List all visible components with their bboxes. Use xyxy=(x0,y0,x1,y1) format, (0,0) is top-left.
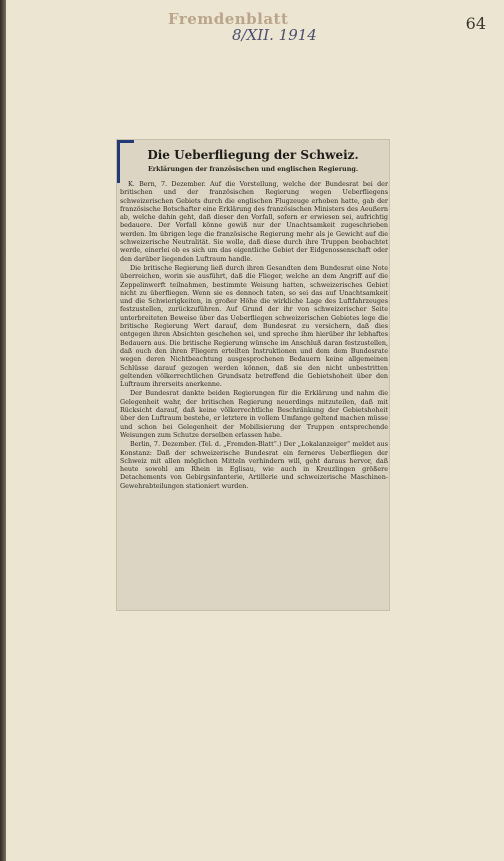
page-number: 64 xyxy=(465,14,486,33)
handwritten-date: 8/XII. 1914 xyxy=(232,26,317,44)
article-paragraph: Der Bundesrat dankte beiden Regierungen für die Erklärung und nahm die Gelegenheit wahr, der britischen Regierung neuerdings mitzuteilen, daß mit Rücksicht darauf, daß keine völkerrechtliche Beschränkung der Gebietshoheit über den Luftraum bestehe, er letztere in vollem Umfange geltend machen müsse und schon bei Gelegenheit der Mobilisierung der Truppen entsprechende Weisungen zum Schutze derselben erlassen habe. xyxy=(120,389,388,439)
article-paragraph: K. Bern, 7. Dezember. Auf die Vorstellung, welche der Bundesrat bei der britischen und der französischen Regierung wegen Ueberfliegens schweizerischen Gebiets durch die englischen Flugzeuge erhoben hatte, gab der französische Botschafter eine Erklärung des französischen Ministers des Aeußern ab, welche dahin geht, daß dieser den Vorfall, sofern er erwiesen sei, aufrichtig bedauere. Der Vorfall könne gewiß nur der Unachtsamkeit zugeschrieben werden. Im übrigen lege die französische Regierung mehr als je Gewicht auf die schweizerische Neutralität. Sie wolle, daß diese durch ihre Truppen beobachtet werde, einerlei ob es sich um das eigentliche Gebiet der Eidgenossenschaft oder den darüber liegenden Luftraum handle. xyxy=(120,180,388,263)
article-headline: Die Ueberfliegung der Schweiz. xyxy=(147,148,359,162)
article-paragraph: Die britische Regierung ließ durch ihren Gesandten dem Bundesrat eine Note überreichen, worin sie ausführt, daß die Flieger, welche an dem Angriff auf die Zeppelinwerft teilnahmen, bestimmte Weisung hatten, schweizerisches Gebiet nicht zu überfliegen. Wenn sie es dennoch taten, so sei das auf Unachtsamkeit und die Schwierigkeiten, in großer Höhe die wirkliche Lage des Luftfahrzeuges festzustellen, zurückzuführen. Auf Grund der ihr von schweizerischer Seite unterbreiteten Beweise über das Ueberfliegen schweizerischen Gebietes lege die britische Regierung Wert darauf, dem Bundesrat zu versichern, daß dies entgegen ihren Absichten geschehen sei, und spreche ihm hierüber ihr lebhaftes Bedauern aus. Die britische Regierung wünsche im Anschluß daran festzustellen, daß ouch den ihren Fliegern erteilten Instruktionen und dem dem Bundesrate wegen deren Nichtbeachtung ausgesprochenen Bedauern keine allgemeinen Schlüsse darauf gezogen werden können, daß sie den nicht unbestritten geltenden völkerrechtlichen Grundsatz betreffend die Gebietshoheit über den Luftraum ihrerseits anerkenne. xyxy=(120,263,388,389)
scan-edge xyxy=(0,0,6,861)
newspaper-stamp: Fremdenblatt xyxy=(168,10,289,28)
article-paragraph: Berlin, 7. Dezember. (Tel. d. „Fremden-Blatt“.) Der „Lokalanzeiger“ meldet aus Konstanz: Daß der schweizerische Bundesrat ein ferneres Ueberfliegen der Schweiz mit allen möglichen Mitteln verhindern will, geht daraus hervor, daß heute sowohl am Rhein in Eglisau, wie auch in Kreuzlingen größere Detachements von Gebirgsinfanterie, Artillerie und schweizerische Maschinen-Gewehrabteilungen stationiert wurden. xyxy=(120,440,388,490)
article-body xyxy=(120,180,388,605)
article-subhead: Erklärungen der französischen und englischen Regierung. xyxy=(147,165,359,173)
